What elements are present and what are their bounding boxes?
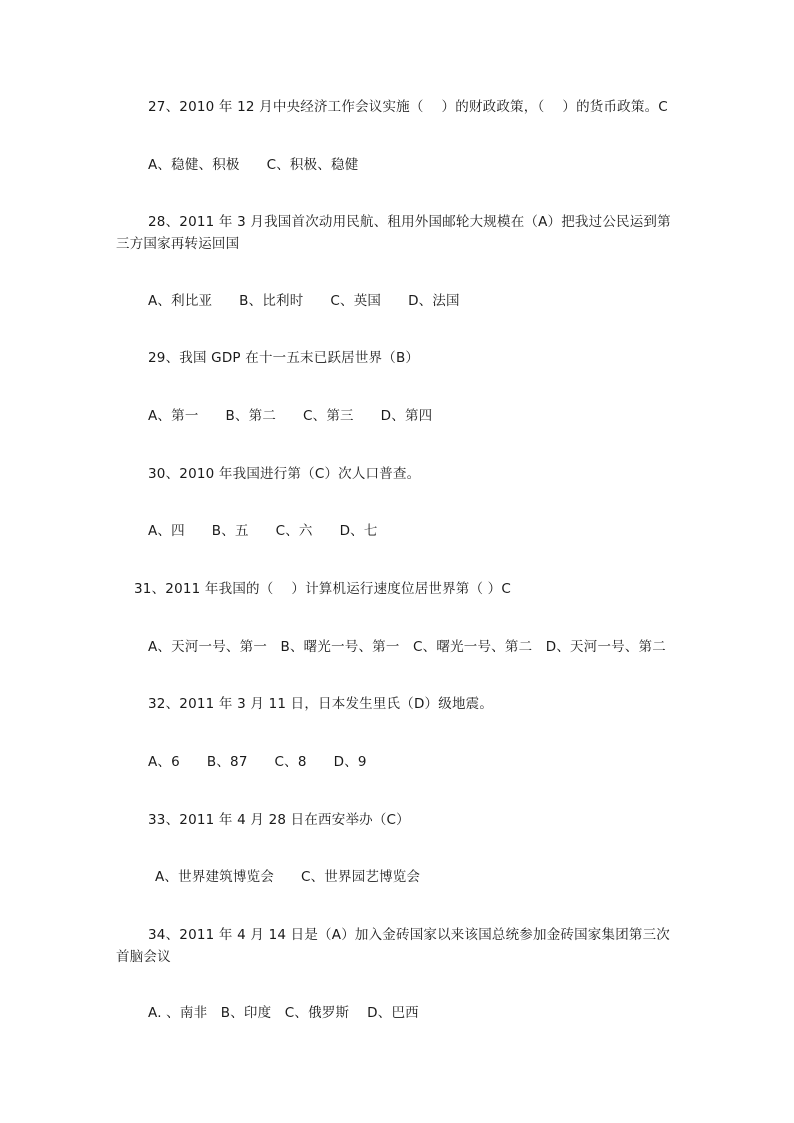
options-31: A、天河一号、第一 B、曙光一号、第一 C、曙光一号、第二 D、天河一号、第二 [148, 639, 666, 655]
question-28: 28、2011 年 3 月我国首次动用民航、租用外国邮轮大规模在（A）把我过公民运到第三方国家再转运回国 [116, 214, 671, 252]
question-27: 27、2010 年 12 月中央经济工作会议实施（ ）的财政政策，（ ）的货币政策。C [148, 99, 668, 115]
question-30: 30、2010 年我国进行第（C）次人口普查。 [148, 466, 421, 482]
question-31: 31、2011 年我国的（ ）计算机运行速度位居世界第（ ）C [134, 581, 512, 597]
options-33: A、世界建筑博览会 C、世界园艺博览会 [155, 869, 421, 885]
question-33: 33、2011 年 4 月 28 日在西安举办（C） [148, 812, 410, 828]
question-34: 34、2011 年 4 月 14 日是（A）加入金砖国家以来该国总统参加金砖国家集团第三次首脑会议 [116, 927, 670, 965]
options-30: A、四 B、五 C、六 D、七 [148, 523, 378, 539]
options-29: A、第一 B、第二 C、第三 D、第四 [148, 408, 433, 424]
options-32: A、6 B、87 C、8 D、9 [148, 754, 367, 770]
options-28: A、利比亚 B、比利时 C、英国 D、法国 [148, 293, 460, 309]
options-34: A. 、南非 B、印度 C、俄罗斯 D、巴西 [148, 1005, 419, 1021]
question-32: 32、2011 年 3 月 11 日，日本发生里氏（D）级地震。 [148, 696, 494, 712]
question-29: 29、我国 GDP 在十一五末已跃居世界（B） [148, 350, 420, 366]
options-27: A、稳健、积极 C、积极、稳健 [148, 157, 359, 173]
